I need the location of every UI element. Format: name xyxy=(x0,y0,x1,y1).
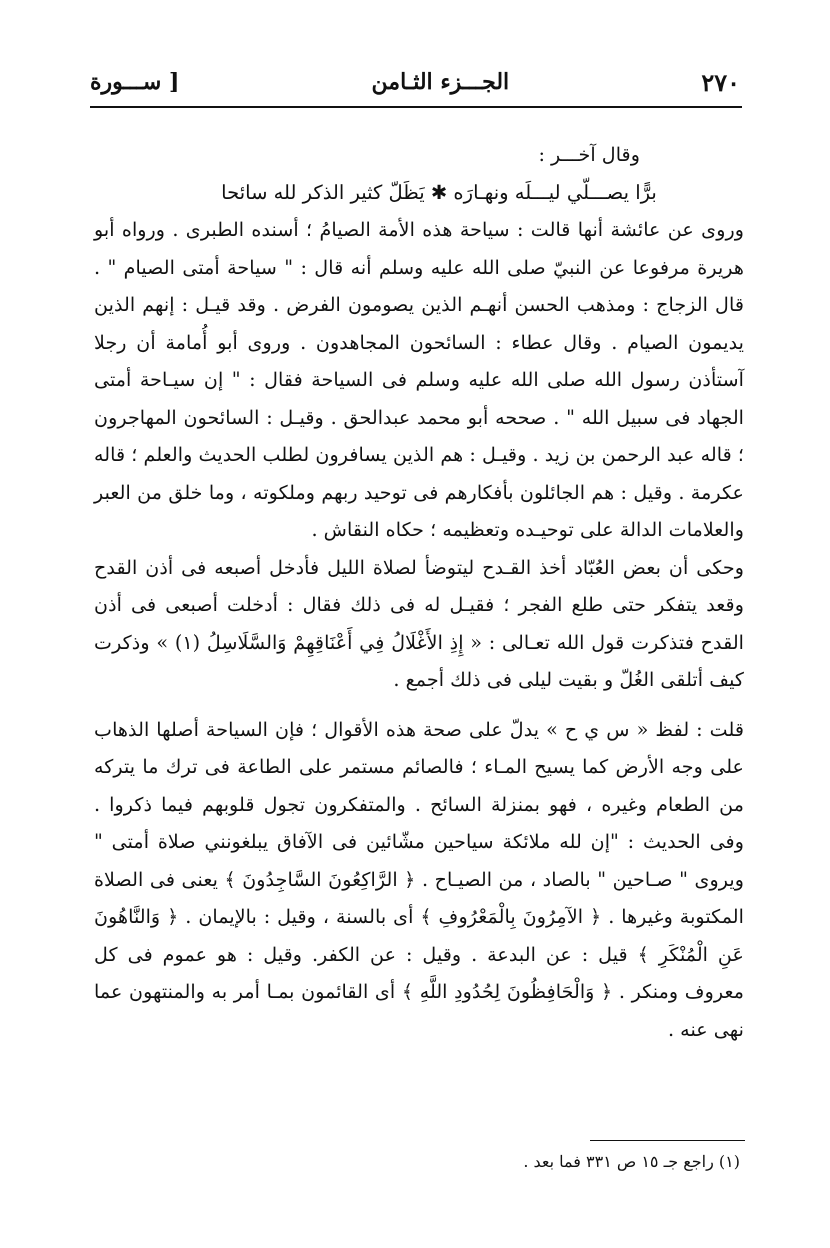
page-number: ٢٧٠ xyxy=(701,67,740,97)
surah-label: [ ســـورة xyxy=(90,69,180,95)
intro-line: وقال آخـــر : xyxy=(538,143,640,166)
paragraph-3: قلت : لفظ « س ي ح » يدلّ على صحة هذه الأقوال ؛ فإن السياحة أصلها الذهاب على وجه الأرض كما يسيح المـاء ؛ فالصائم مستمر على الطاعة فى ترك ما يتركه من الطعام وغيره ، فهو بمنزلة السائح . والمتفكرون تجول قلوبهم فيما ذكروا . وفى الحديث : "إن لله ملائكة سياحين مشّائين فى الآفاق يبلغونني صلاة أمتى " ويروى " صـاحين " بالصاد ، من الصيـاح . ﴿ الرَّاكِعُونَ السَّاجِدُونَ ﴾ يعنى فى الصلاة المكتوبة وغيرها . ﴿ الآمِرُونَ بِالْمَعْرُوفِ ﴾ أى بالسنة ، وقيل : بالإيمان . ﴿ وَالنَّاهُونَ عَنِ الْمُنْكَرِ ﴾ قيل : عن البدعة . وقيل : عن الكفر. وقيل : هو عموم فى كل معروف ومنكر . ﴿ وَالْحَافِظُونَ لِحُدُودِ اللَّهِ ﴾ أى القائمون بمـا أمر به والمنتهون عما نهى عنه . xyxy=(94,717,744,1041)
paragraph-2: وحكى أن بعض العُبّاد أخذ القـدح ليتوضأ لصلاة الليل فأدخل أصبعه فى أذن القدح وقعد يتفكر حتى طلع الفجر ؛ فقيـل له فى ذلك فقال : أدخلت أصبعى فى أذن القدح فتذكرت قول الله تعـالى : « إِذِ الأَغْلَالُ فِي أَعْنَاقِهِمْ وَالسَّلَاسِلُ (١) » وذكرت كيف أتلقى الغُلّ و بقيت ليلى فى ذلك أجمع . xyxy=(94,555,744,691)
footnote: (١) راجع جـ ١٥ ص ٣٣١ فما بعد . xyxy=(523,1152,740,1171)
poetry-verse: برًّا يصـــلّي ليـــلَه ونهـارَه ✱ يَظَلّ كثير الذكر لله سائحا xyxy=(221,180,657,204)
paragraph-1: وروى عن عائشة أنها قالت : سياحة هذه الأمة الصيامُ ؛ أسنده الطبرى . ورواه أبو هريرة مرفوعا عن النبيّ صلى الله عليه وسلم أنه قال : " سياحة أمتى الصيام " . قال الزجاج : ومذهب الحسن أنهـم الذين يصومون الفرض . وقد قيـل : إنهم الذين يديمون الصيام . وقال عطاء : السائحون المجاهدون . وروى أبو أُمامة أن رجلا آستأذن رسول الله صلى الله عليه وسلم فى السياحة فقال : " إن سيـاحة أمتى الجهاد فى سبيل الله " . صححه أبو محمد عبدالحق . وقيـل : السائحون المهاجرون ؛ قاله عبد الرحمن بن زيد . وقيـل : هم الذين يسافرون لطلب الحديث والعلم ؛ قاله عكرمة . وقيل : هم الجائلون بأفكارهم فى توحيد ربهم وملكوته ، وما خلق من العبر والعلامات الدالة على توحيـده وتعظيمه ؛ حكاه النقاش . xyxy=(94,218,744,541)
footnote-rule xyxy=(590,1140,745,1141)
body-text xyxy=(94,136,744,1048)
page-header xyxy=(90,62,740,102)
running-title: الجـــزء الثـامن xyxy=(371,69,510,95)
header-rule xyxy=(90,106,742,108)
